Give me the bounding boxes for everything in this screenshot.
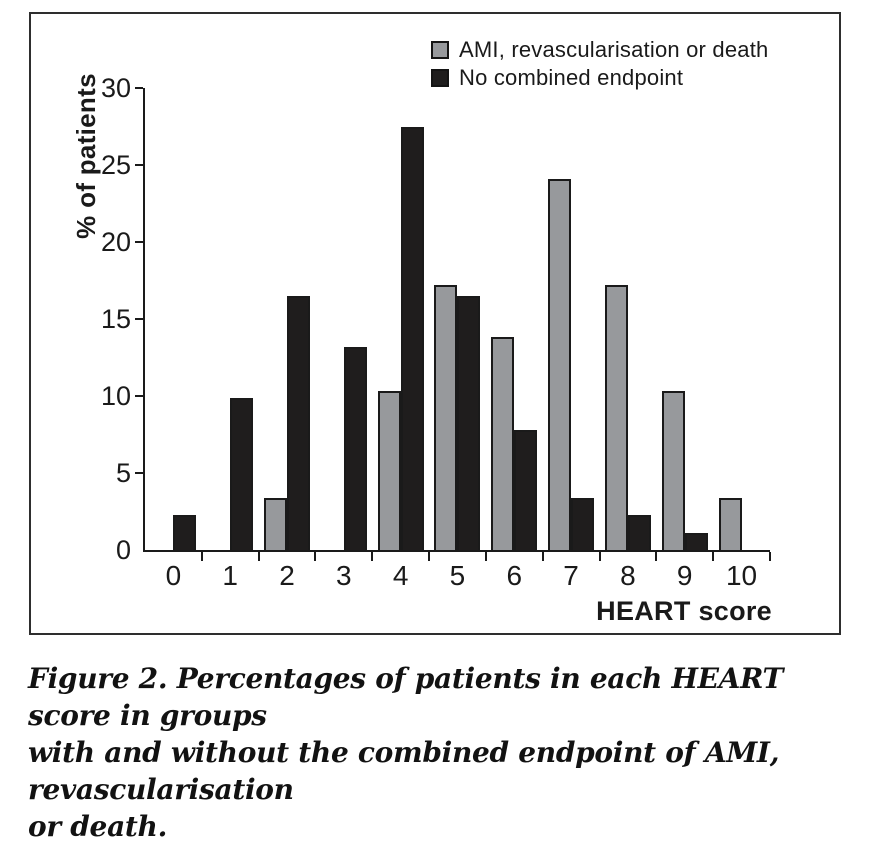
category-cell-9 — [656, 88, 713, 591]
bar-series1-score-1 — [230, 398, 253, 550]
category-cell-7 — [543, 88, 600, 591]
x-tick-label-2: 2 — [279, 560, 295, 591]
figure-box — [29, 12, 841, 635]
bar-series0-score-7 — [548, 179, 571, 550]
bar-series0-score-2 — [264, 498, 287, 550]
x-tick-label-1: 1 — [222, 560, 238, 591]
legend-swatch-gray — [431, 41, 449, 59]
x-tick — [599, 552, 601, 561]
bar-series1-score-2 — [287, 296, 310, 550]
x-tick-label-4: 4 — [392, 560, 409, 591]
y-tick — [135, 241, 143, 243]
x-tick — [655, 552, 657, 561]
category-cell-5 — [429, 88, 486, 591]
category-cell-8 — [600, 88, 657, 591]
bar-series0-score-9 — [662, 391, 685, 550]
legend-label-no-endpoint-group: No combined endpoint — [459, 65, 684, 90]
legend-swatch-black — [431, 69, 449, 87]
caption-line-3: or death. — [28, 810, 168, 843]
y-tick-label: 0 — [115, 535, 131, 565]
x-tick — [371, 552, 373, 561]
legend-label-endpoint-group: AMI, revascularisation or death — [459, 37, 769, 62]
bar-series0-score-10 — [719, 498, 742, 550]
y-tick — [135, 472, 143, 474]
x-tick — [201, 552, 203, 561]
caption-line-2: with and without the combined endpoint of AMI, revascularisation — [28, 736, 780, 806]
x-tick — [428, 552, 430, 561]
bar-series1-score-0 — [173, 515, 196, 550]
x-tick-label-3: 3 — [336, 560, 352, 591]
bars-container — [145, 88, 770, 591]
x-tick — [542, 552, 544, 561]
x-tick — [712, 552, 714, 561]
bar-series1-score-6 — [514, 430, 537, 550]
y-tick — [135, 318, 143, 320]
y-tick-label: 10 — [100, 381, 131, 411]
category-cell-4 — [372, 88, 429, 591]
x-tick-label-7: 7 — [563, 560, 579, 591]
bar-series1-score-8 — [628, 515, 651, 550]
bar-series0-score-6 — [491, 337, 514, 550]
y-tick-label: 15 — [100, 304, 131, 334]
x-axis-title: HEART score — [596, 596, 772, 626]
y-axis-title: % of patients — [71, 73, 101, 239]
bar-series0-score-8 — [605, 285, 628, 550]
y-tick-label: 30 — [100, 73, 131, 103]
y-tick — [135, 87, 143, 89]
bar-series1-score-9 — [685, 533, 708, 550]
x-tick — [485, 552, 487, 561]
y-tick-label: 5 — [115, 458, 131, 488]
category-cell-10 — [713, 88, 770, 591]
category-cell-2 — [259, 88, 316, 591]
x-tick-label-9: 9 — [676, 560, 693, 591]
legend — [431, 36, 768, 92]
x-tick — [258, 552, 260, 561]
x-tick-label-8: 8 — [620, 560, 636, 591]
x-tick-label-10: 10 — [725, 560, 758, 591]
category-cell-6 — [486, 88, 543, 591]
legend-item-endpoint-group — [431, 36, 768, 64]
x-tick — [769, 552, 771, 561]
bar-series1-score-5 — [457, 296, 480, 550]
y-tick — [135, 164, 143, 166]
category-cell-0 — [145, 88, 202, 591]
caption-line-1: Figure 2. Percentages of patients in each HEART score in groups — [28, 662, 784, 732]
bar-series0-score-4 — [378, 391, 401, 550]
bar-series1-score-3 — [344, 347, 367, 550]
bar-series1-score-4 — [401, 127, 424, 551]
y-tick — [135, 395, 143, 397]
x-tick-label-5: 5 — [449, 560, 466, 591]
figure-caption — [28, 660, 858, 845]
x-tick — [314, 552, 316, 561]
bar-series1-score-7 — [571, 498, 594, 550]
y-tick-label: 25 — [100, 150, 131, 180]
x-tick-label-6: 6 — [506, 560, 523, 591]
x-tick-label-0: 0 — [165, 560, 182, 591]
category-cell-3 — [315, 88, 372, 591]
y-tick-label: 20 — [100, 227, 131, 257]
category-cell-1 — [202, 88, 259, 591]
bar-series0-score-5 — [434, 285, 457, 550]
